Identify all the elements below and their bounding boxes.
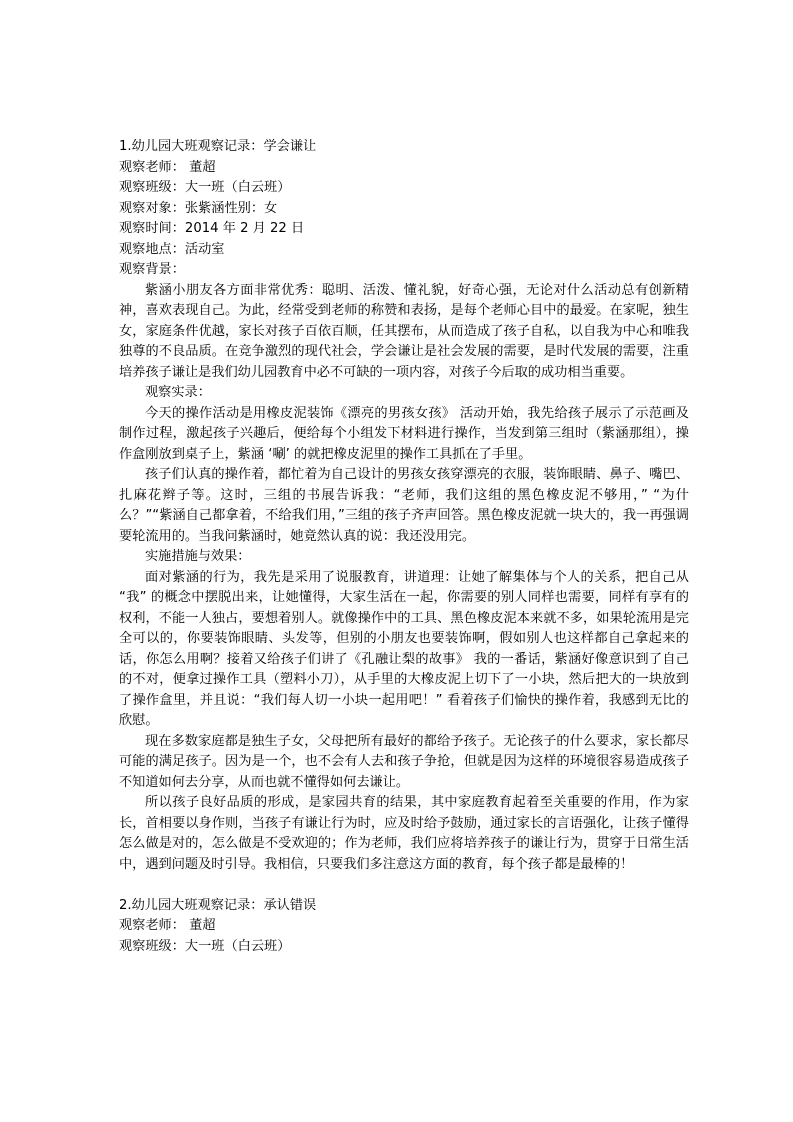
- record-1-background-text: 紫涵小朋友各方面非常优秀：聪明、活泼、懂礼貌，好奇心强，无论对什么活动总有创新精神，喜欢表现自己。为此，经常受到老师的称赞和表扬，是每个老师心目中的最爱。在家呢，独生女，家庭条件优越，家长对孩子百依百顺，任其摆布，从而造成了孩子自私，以自我为中心和唯我独尊的不良品质。在竞争激烈的现代社会，学会谦让是社会发展的需要，是时代发展的需要，注重培养孩子谦让是我们幼儿园教育中必不可缺的一项内容，对孩子今后取的成功相当重要。: [119, 282, 689, 380]
- document-page: [119, 137, 689, 957]
- record-1-measures-paragraph-2: 现在多数家庭都是独生子女，父母把所有最好的都给予孩子。无论孩子的什么要求，家长都尽可能的满足孩子。因为是一个，也不会有人去和孩子争抢，但就是因为这样的环境很容易造成孩子不知道如何去分享，从而也就不懂得如何去谦让。: [119, 733, 689, 790]
- record-1-facts-label: 观察实录：: [145, 385, 211, 400]
- record-1-measures-label: 实施措施与效果：: [145, 549, 251, 564]
- record-2-class: 观察班级：大一班（白云班）: [119, 938, 291, 954]
- record-2-teacher: 观察老师： 董超: [119, 918, 216, 933]
- record-1-facts-paragraph-2: 孩子们认真的操作着，都忙着为自己设计的男孩女孩穿漂亮的衣服，装饰眼睛、鼻子、嘴巴、扎麻花辫子等。这时，三组的书展告诉我：“老师，我们这组的黑色橡皮泥不够用，” “为什么？”“紫涵自己都拿着，不给我们用，”三组的孩子齐声回答。黑色橡皮泥就一块大的，我一再强调要轮流用的。当我问紫涵时，她竟然认真的说：我还没用完。: [119, 467, 689, 544]
- record-1-measures-paragraph-3: 所以孩子良好品质的形成，是家园共育的结果，其中家庭教育起着至关重要的作用，作为家长，首相要以身作则，当孩子有谦让行为时，应及时给予鼓励，通过家长的言语强化，让孩子懂得怎么做是对的，怎么做是不受欢迎的；作为老师，我们应将培养孩子的谦让行为，贯穿于日常生活中，遇到问题及时引导。我相信，只要我们多注意这方面的教育，每个孩子都是最棒的！: [119, 795, 689, 872]
- record-1-subject: 观察对象：张紫涵性别：女: [119, 200, 278, 216]
- record-1-facts-paragraph-1: 今天的操作活动是用橡皮泥装饰《漂亮的男孩女孩》 活动开始，我先给孩子展示了示范画及制作过程，激起孩子兴趣后，便给每个小组发下材料进行操作，当发到第三组时（紫涵那组），操作盒刚放到桌子上，紫涵 ‘唰’ 的就把橡皮泥里的操作工具抓在了手里。: [119, 405, 689, 462]
- record-1-title: 1.幼儿园大班观察记录：学会谦让: [119, 139, 317, 154]
- record-1-background-label: 观察背景：: [119, 262, 185, 277]
- record-1-class: 观察班级：大一班（白云班）: [119, 180, 291, 195]
- section-spacer: [119, 875, 689, 896]
- record-1-place: 观察地点：活动室: [119, 241, 225, 257]
- record-1-time: 观察时间：2014 年 2 月 22 日: [119, 221, 305, 236]
- record-1-measures-paragraph-1: 面对紫涵的行为，我先是采用了说服教育，讲道理：让她了解集体与个人的关系，把自己从 “我” 的概念中摆脱出来，让她懂得，大家生活在一起，你需要的别人同样也需要，同样有享有的权利，不能一人独占，要想着别人。就像操作中的工具、黑色橡皮泥本来就不多，如果轮流用是完全可以的，你要装饰眼睛、头发等，但别的小朋友也要装饰啊，假如别人也这样都自己拿起来的话，你怎么用啊？接着又给孩子们讲了《孔融让梨的故事》 我的一番话，紫涵好像意识到了自己的不对，便拿过操作工具（塑料小刀），从手里的大橡皮泥上切下了一小块，然后把大的一块放到了操作盒里，并且说：“我们每人切一小块一起用吧！” 看着孩子们愉快的操作着，我感到无比的欣慰。: [119, 569, 689, 728]
- record-2-title: 2.幼儿园大班观察记录：承认错误: [119, 897, 317, 913]
- record-1-teacher: 观察老师： 董超: [119, 159, 216, 175]
